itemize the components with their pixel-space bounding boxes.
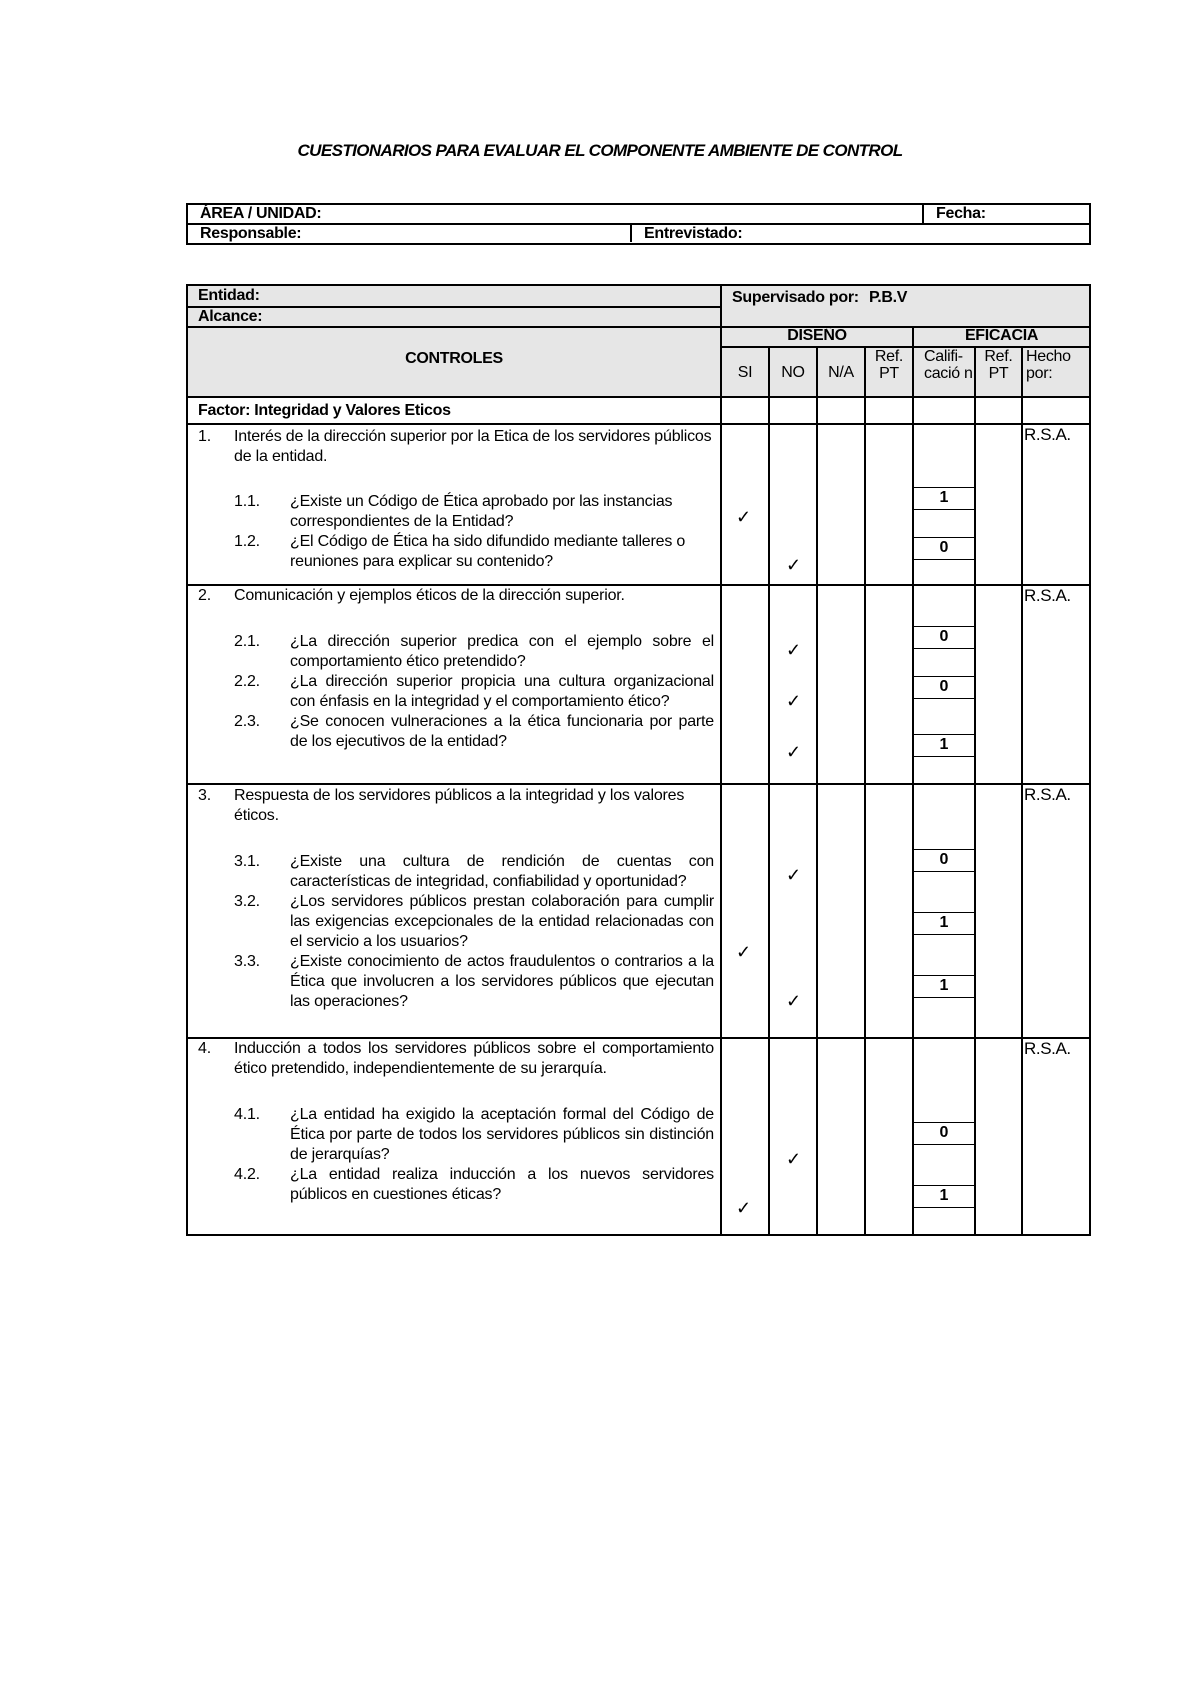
diseno-header: DISEÑO bbox=[721, 327, 913, 347]
item-number: 3.1. bbox=[234, 853, 260, 870]
alcance-field[interactable]: Alcance: bbox=[187, 307, 721, 327]
section-number: 2. bbox=[198, 587, 211, 604]
question-text: ¿Existe un Código de Ética aprobado por las instancias correspondientes de la Entidad? bbox=[290, 493, 673, 530]
check-mark-no[interactable]: ✓ bbox=[786, 742, 802, 762]
calificacion-column-header: Califi-cació n bbox=[913, 347, 975, 397]
section-row bbox=[187, 424, 1090, 585]
hecho-por-value: R.S.A. bbox=[1022, 424, 1090, 585]
question-text: ¿Existe una cultura de rendición de cuentas con características de integridad, confiabilidad y oportunidad? bbox=[290, 853, 714, 890]
ref-pt-eficacia-column-header: Ref. PT bbox=[975, 347, 1022, 397]
score-cell[interactable]: 1 bbox=[914, 912, 974, 935]
check-mark-no[interactable]: ✓ bbox=[786, 691, 802, 711]
score-cell[interactable]: 0 bbox=[914, 676, 974, 699]
question-text: ¿Existe conocimiento de actos fraudulentos o contrarios a la Ética que involucren a los servidores públicos que ejecutan las operaciones? bbox=[290, 953, 714, 1010]
score-cell[interactable]: 1 bbox=[914, 1185, 974, 1208]
controles-header: CONTROLES bbox=[187, 327, 721, 397]
area-unidad-field[interactable]: ÁREA / UNIDAD: bbox=[187, 204, 923, 224]
entrevistado-field[interactable]: Entrevistado: bbox=[644, 225, 743, 242]
item-number: 1.1. bbox=[234, 493, 260, 510]
item-number: 1.2. bbox=[234, 533, 260, 550]
section-row bbox=[187, 1038, 1090, 1235]
na-column-header: N/A bbox=[817, 347, 865, 397]
section-title: Inducción a todos los servidores públicos sobre el comportamiento ético pretendido, independientemente de su jerarquía. bbox=[234, 1040, 714, 1077]
check-mark-no[interactable]: ✓ bbox=[786, 991, 802, 1011]
section-number: 3. bbox=[198, 787, 211, 804]
question-text: ¿Se conocen vulneraciones a la ética funcionaria por parte de los ejecutivos de la entidad? bbox=[290, 713, 714, 750]
item-number: 3.3. bbox=[234, 953, 260, 970]
ref-pt-column-header: Ref. PT bbox=[865, 347, 913, 397]
si-column-header: SI bbox=[721, 347, 769, 397]
section-title: Interés de la dirección superior por la Etica de los servidores públicos de la entidad. bbox=[234, 428, 712, 465]
question-text: ¿La dirección superior predica con el ejemplo sobre el comportamiento ético pretendido? bbox=[290, 633, 714, 670]
hecho-por-column-header: Hecho por: bbox=[1022, 347, 1090, 397]
item-number: 2.1. bbox=[234, 633, 260, 650]
eficacia-header: EFICACIA bbox=[913, 327, 1090, 347]
section-row bbox=[187, 784, 1090, 1038]
question-text: ¿Los servidores públicos prestan colaboración para cumplir las exigencias excepcionales de la entidad relacionadas con el servicio a los usuarios? bbox=[290, 893, 714, 950]
question-text: ¿La dirección superior propicia una cultura organizacional con énfasis en la integridad y el comportamiento ético? bbox=[290, 673, 714, 710]
check-mark-no[interactable]: ✓ bbox=[786, 555, 802, 575]
supervisado-value: P.B.V bbox=[868, 289, 908, 306]
item-number: 2.2. bbox=[234, 673, 260, 690]
score-cell[interactable]: 1 bbox=[914, 487, 974, 510]
entidad-field[interactable]: Entidad: bbox=[187, 285, 721, 307]
section-row bbox=[187, 585, 1090, 784]
factor-label: Factor: Integridad y Valores Eticos bbox=[187, 397, 721, 424]
hecho-por-value: R.S.A. bbox=[1022, 1038, 1090, 1235]
controls-table bbox=[186, 284, 1091, 1236]
score-cell[interactable]: 1 bbox=[914, 975, 974, 998]
question-text: ¿La entidad ha exigido la aceptación formal del Código de Ética por parte de todos los servidores públicos sin distinción de jerarquías? bbox=[290, 1106, 714, 1163]
no-column-header: NO bbox=[769, 347, 817, 397]
check-mark-no[interactable]: ✓ bbox=[786, 1149, 802, 1169]
score-cell[interactable]: 1 bbox=[914, 734, 974, 757]
check-mark-si[interactable]: ✓ bbox=[736, 942, 752, 962]
document-title: CUESTIONARIOS PARA EVALUAR EL COMPONENTE AMBIENTE DE CONTROL bbox=[297, 141, 903, 160]
section-number: 4. bbox=[198, 1040, 211, 1057]
responsable-field[interactable]: Responsable: bbox=[188, 225, 632, 242]
check-mark-si[interactable]: ✓ bbox=[736, 507, 752, 527]
score-cell[interactable]: 0 bbox=[914, 849, 974, 872]
score-cell[interactable]: 0 bbox=[914, 626, 974, 649]
score-cell[interactable]: 0 bbox=[914, 537, 974, 560]
check-mark-si[interactable]: ✓ bbox=[736, 1198, 752, 1218]
supervisado-label: Supervisado por: bbox=[732, 289, 859, 306]
question-text: ¿La entidad realiza inducción a los nuevos servidores públicos en cuestiones éticas? bbox=[290, 1166, 714, 1203]
fecha-field[interactable]: Fecha: bbox=[923, 204, 1090, 224]
section-title: Comunicación y ejemplos éticos de la dirección superior. bbox=[234, 587, 625, 604]
hecho-por-value: R.S.A. bbox=[1022, 585, 1090, 784]
item-number: 4.1. bbox=[234, 1106, 260, 1123]
check-mark-no[interactable]: ✓ bbox=[786, 640, 802, 660]
item-number: 4.2. bbox=[234, 1166, 260, 1183]
hecho-por-value: R.S.A. bbox=[1022, 784, 1090, 1038]
score-cell[interactable]: 0 bbox=[914, 1122, 974, 1145]
question-text: ¿El Código de Ética ha sido difundido mediante talleres o reuniones para explicar su contenido? bbox=[290, 533, 686, 570]
item-number: 2.3. bbox=[234, 713, 260, 730]
item-number: 3.2. bbox=[234, 893, 260, 910]
section-number: 1. bbox=[198, 428, 211, 445]
header-table bbox=[186, 203, 1091, 245]
check-mark-no[interactable]: ✓ bbox=[786, 865, 802, 885]
section-title: Respuesta de los servidores públicos a la integridad y los valores éticos. bbox=[234, 787, 685, 824]
